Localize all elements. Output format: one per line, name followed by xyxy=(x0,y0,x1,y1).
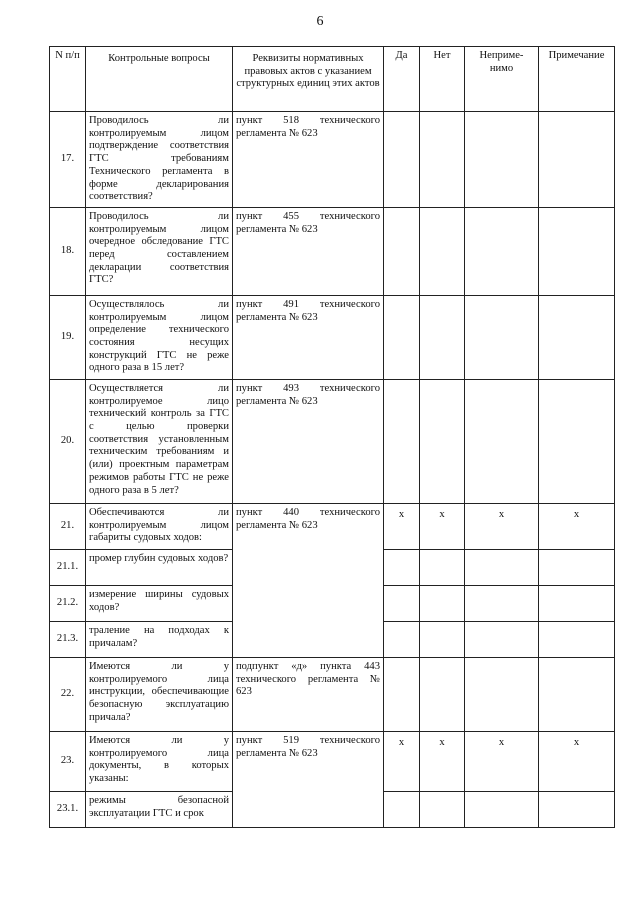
no-cell[interactable] xyxy=(420,207,465,295)
no-cell[interactable] xyxy=(420,379,465,503)
no-cell[interactable] xyxy=(420,791,465,827)
requisites-text: пункт 491 технического регламента № 623 xyxy=(233,295,384,379)
not-applicable-cell[interactable] xyxy=(465,379,539,503)
row-number: 17. xyxy=(50,112,86,208)
question-text: Осуществлялось ли контролируемым лицом определение технического состояния несущих конструкций ГТС не реже одного раза в 15 лет? xyxy=(86,295,233,379)
not-applicable-cell[interactable] xyxy=(465,585,539,621)
header-requisites: Реквизиты нормативных правовых актов с указанием структурных единиц этих актов xyxy=(233,47,384,112)
requisites-text: пункт 455 технического регламента № 623 xyxy=(233,207,384,295)
note-cell[interactable] xyxy=(539,207,615,295)
note-cell[interactable] xyxy=(539,657,615,731)
requisites-text: подпункт «д» пункта 443 технического регламента № 623 xyxy=(233,657,384,731)
table-row xyxy=(50,731,615,791)
yes-cell[interactable]: x xyxy=(384,503,420,549)
note-cell[interactable] xyxy=(539,621,615,657)
not-applicable-cell[interactable] xyxy=(465,657,539,731)
requisites-text: пункт 440 технического регламента № 623 xyxy=(233,503,384,657)
no-cell[interactable] xyxy=(420,585,465,621)
page-number: 6 xyxy=(316,14,324,29)
note-cell[interactable] xyxy=(539,585,615,621)
requisites-text: пункт 519 технического регламента № 623 xyxy=(233,731,384,827)
no-cell[interactable] xyxy=(420,657,465,731)
no-cell[interactable] xyxy=(420,621,465,657)
row-number: 21.1. xyxy=(50,549,86,585)
table-row xyxy=(50,295,615,379)
yes-cell[interactable]: x xyxy=(384,731,420,791)
row-number: 23.1. xyxy=(50,791,86,827)
question-text: измерение ширины судовых ходов? xyxy=(86,585,233,621)
yes-cell[interactable] xyxy=(384,295,420,379)
note-cell[interactable]: x xyxy=(539,503,615,549)
yes-cell[interactable] xyxy=(384,791,420,827)
yes-cell[interactable] xyxy=(384,657,420,731)
question-text: Обеспечиваются ли контролируемым лицом габариты судовых ходов: xyxy=(86,503,233,549)
not-applicable-cell[interactable] xyxy=(465,791,539,827)
requisites-text: пункт 518 технического регламента № 623 xyxy=(233,112,384,208)
row-number: 21. xyxy=(50,503,86,549)
not-applicable-cell[interactable] xyxy=(465,621,539,657)
not-applicable-cell[interactable]: x xyxy=(465,731,539,791)
checklist-table xyxy=(49,46,615,828)
no-cell[interactable] xyxy=(420,549,465,585)
table-row xyxy=(50,379,615,503)
not-applicable-cell[interactable] xyxy=(465,295,539,379)
header-yes: Да xyxy=(384,47,420,112)
header-no: Нет xyxy=(420,47,465,112)
table-row xyxy=(50,503,615,549)
question-text: Имеются ли у контролируемого лица инструкции, обеспечивающие безопасную эксплуатацию причала? xyxy=(86,657,233,731)
yes-cell[interactable] xyxy=(384,379,420,503)
yes-cell[interactable] xyxy=(384,549,420,585)
row-number: 21.2. xyxy=(50,585,86,621)
yes-cell[interactable] xyxy=(384,621,420,657)
note-cell[interactable] xyxy=(539,379,615,503)
note-cell[interactable] xyxy=(539,549,615,585)
table-row xyxy=(50,657,615,731)
note-cell[interactable] xyxy=(539,791,615,827)
not-applicable-cell[interactable] xyxy=(465,112,539,208)
no-cell[interactable]: x xyxy=(420,731,465,791)
not-applicable-cell[interactable]: x xyxy=(465,503,539,549)
requisites-text: пункт 493 технического регламента № 623 xyxy=(233,379,384,503)
row-number: 21.3. xyxy=(50,621,86,657)
no-cell[interactable] xyxy=(420,112,465,208)
header-note: Примечание xyxy=(539,47,615,112)
header-question: Контрольные вопросы xyxy=(86,47,233,112)
header-num: N п/п xyxy=(50,47,86,112)
note-cell[interactable]: x xyxy=(539,731,615,791)
question-text: Проводилось ли контролируемым лицом подтверждение соответствия ГТС требованиям Технического регламента в форме декларирования соответствия? xyxy=(86,112,233,208)
row-number: 22. xyxy=(50,657,86,731)
yes-cell[interactable] xyxy=(384,112,420,208)
question-text: Осуществляется ли контролируемое лицо технический контроль за ГТС с целью проверки соответствия установленным техническим требованиям и (или) проектным параметрам режимов работы ГТС не реже одного раза в 5 лет? xyxy=(86,379,233,503)
row-number: 18. xyxy=(50,207,86,295)
not-applicable-cell[interactable] xyxy=(465,207,539,295)
yes-cell[interactable] xyxy=(384,207,420,295)
question-text: траление на подходах к причалам? xyxy=(86,621,233,657)
table-row xyxy=(50,112,615,208)
note-cell[interactable] xyxy=(539,295,615,379)
question-text: Имеются ли у контролируемого лица документы, в которых указаны: xyxy=(86,731,233,791)
question-text: Проводилось ли контролируемым лицом очередное обследование ГТС перед составлением декларации соответствия ГТС? xyxy=(86,207,233,295)
no-cell[interactable]: x xyxy=(420,503,465,549)
question-text: промер глубин судовых ходов? xyxy=(86,549,233,585)
note-cell[interactable] xyxy=(539,112,615,208)
header-not-applicable: Неприме-нимо xyxy=(465,47,539,112)
table-row xyxy=(50,207,615,295)
header-row xyxy=(50,47,615,112)
row-number: 23. xyxy=(50,731,86,791)
question-text: режимы безопасной эксплуатации ГТС и срок xyxy=(86,791,233,827)
not-applicable-cell[interactable] xyxy=(465,549,539,585)
row-number: 19. xyxy=(50,295,86,379)
yes-cell[interactable] xyxy=(384,585,420,621)
no-cell[interactable] xyxy=(420,295,465,379)
row-number: 20. xyxy=(50,379,86,503)
